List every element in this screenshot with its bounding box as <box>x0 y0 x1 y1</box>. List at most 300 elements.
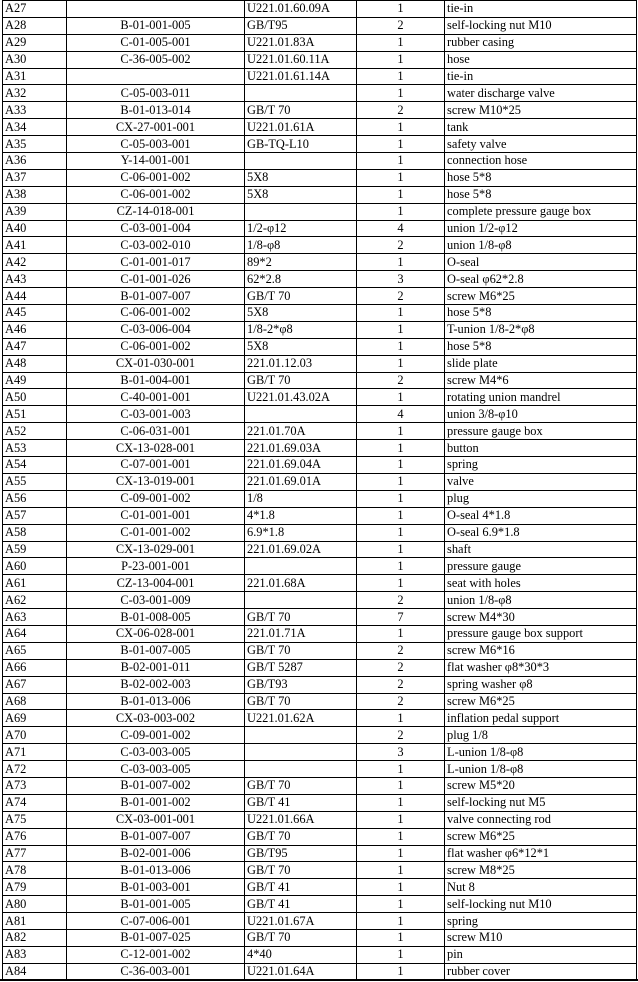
specification-cell: GB/T95 <box>245 17 357 34</box>
part-name-cell: union 1/8-φ8 <box>445 237 637 254</box>
part-number-cell: A65 <box>3 642 67 659</box>
part-code-cell: B-01-013-006 <box>67 862 245 879</box>
table-row <box>3 963 637 980</box>
specification-cell: U221.01.60.09A <box>245 1 357 18</box>
part-code-cell: C-06-001-002 <box>67 338 245 355</box>
part-name-cell: flat washer φ6*12*1 <box>445 845 637 862</box>
part-name-cell: screw M6*25 <box>445 693 637 710</box>
quantity-cell: 1 <box>357 862 445 879</box>
specification-cell: GB/T 41 <box>245 794 357 811</box>
quantity-cell: 2 <box>357 727 445 744</box>
part-name-cell: self-locking nut M10 <box>445 896 637 913</box>
table-row <box>3 896 637 913</box>
specification-cell: U221.01.62A <box>245 710 357 727</box>
quantity-cell: 1 <box>357 457 445 474</box>
part-name-cell: self-locking nut M5 <box>445 794 637 811</box>
specification-cell: GB/T 70 <box>245 288 357 305</box>
specification-cell: 5X8 <box>245 186 357 203</box>
part-name-cell: L-union 1/8-φ8 <box>445 761 637 778</box>
table-row <box>3 153 637 170</box>
part-name-cell: screw M8*25 <box>445 862 637 879</box>
quantity-cell: 1 <box>357 625 445 642</box>
table-row <box>3 440 637 457</box>
quantity-cell: 3 <box>357 744 445 761</box>
table-row <box>3 237 637 254</box>
part-number-cell: A78 <box>3 862 67 879</box>
part-number-cell: A38 <box>3 186 67 203</box>
quantity-cell: 1 <box>357 963 445 980</box>
quantity-cell: 1 <box>357 794 445 811</box>
specification-cell: GB/T 70 <box>245 929 357 946</box>
table-row <box>3 1 637 18</box>
quantity-cell: 2 <box>357 693 445 710</box>
quantity-cell: 1 <box>357 321 445 338</box>
quantity-cell: 1 <box>357 85 445 102</box>
part-name-cell: L-union 1/8-φ8 <box>445 744 637 761</box>
table-row <box>3 811 637 828</box>
part-number-cell: A61 <box>3 575 67 592</box>
quantity-cell: 1 <box>357 1 445 18</box>
quantity-cell: 2 <box>357 676 445 693</box>
specification-cell: 4*1.8 <box>245 507 357 524</box>
part-name-cell: screw M10 <box>445 929 637 946</box>
table-row <box>3 507 637 524</box>
quantity-cell: 1 <box>357 169 445 186</box>
quantity-cell: 1 <box>357 473 445 490</box>
part-name-cell: tank <box>445 119 637 136</box>
part-code-cell: C-09-001-002 <box>67 490 245 507</box>
part-number-cell: A81 <box>3 913 67 930</box>
table-row <box>3 355 637 372</box>
part-number-cell: A49 <box>3 372 67 389</box>
part-name-cell: O-seal <box>445 254 637 271</box>
table-row <box>3 946 637 963</box>
part-name-cell: hose <box>445 51 637 68</box>
part-code-cell: CX-06-028-001 <box>67 625 245 642</box>
quantity-cell: 2 <box>357 17 445 34</box>
part-name-cell: screw M4*30 <box>445 609 637 626</box>
specification-cell: 1/8 <box>245 490 357 507</box>
specification-cell: 62*2.8 <box>245 271 357 288</box>
part-number-cell: A68 <box>3 693 67 710</box>
part-name-cell: O-seal φ62*2.8 <box>445 271 637 288</box>
quantity-cell: 1 <box>357 558 445 575</box>
specification-cell: GB/T 70 <box>245 693 357 710</box>
specification-cell: 1/2-φ12 <box>245 220 357 237</box>
table-row <box>3 845 637 862</box>
part-number-cell: A63 <box>3 609 67 626</box>
part-code-cell <box>67 68 245 85</box>
table-row <box>3 186 637 203</box>
table-row <box>3 321 637 338</box>
part-code-cell: B-01-013-014 <box>67 102 245 119</box>
part-number-cell: A44 <box>3 288 67 305</box>
part-code-cell: C-03-003-005 <box>67 761 245 778</box>
specification-cell: 89*2 <box>245 254 357 271</box>
part-code-cell: CZ-14-018-001 <box>67 203 245 220</box>
specification-cell <box>245 406 357 423</box>
part-name-cell: screw M6*16 <box>445 642 637 659</box>
part-code-cell: C-05-003-001 <box>67 136 245 153</box>
part-code-cell: Y-14-001-001 <box>67 153 245 170</box>
part-code-cell: B-01-008-005 <box>67 609 245 626</box>
part-code-cell: C-09-001-002 <box>67 727 245 744</box>
quantity-cell: 4 <box>357 220 445 237</box>
part-number-cell: A28 <box>3 17 67 34</box>
quantity-cell: 1 <box>357 879 445 896</box>
part-code-cell: B-01-007-007 <box>67 828 245 845</box>
part-name-cell: pin <box>445 946 637 963</box>
part-number-cell: A55 <box>3 473 67 490</box>
table-row <box>3 51 637 68</box>
specification-cell: 221.01.71A <box>245 625 357 642</box>
specification-cell: 221.01.69.03A <box>245 440 357 457</box>
quantity-cell: 1 <box>357 355 445 372</box>
table-row <box>3 490 637 507</box>
part-name-cell: spring <box>445 913 637 930</box>
part-number-cell: A74 <box>3 794 67 811</box>
specification-cell: 221.01.69.01A <box>245 473 357 490</box>
part-number-cell: A82 <box>3 929 67 946</box>
part-code-cell: CX-13-029-001 <box>67 541 245 558</box>
part-code-cell: CX-03-001-001 <box>67 811 245 828</box>
table-row <box>3 794 637 811</box>
part-number-cell: A53 <box>3 440 67 457</box>
part-code-cell: B-01-003-001 <box>67 879 245 896</box>
table-row <box>3 254 637 271</box>
part-code-cell: CZ-13-004-001 <box>67 575 245 592</box>
quantity-cell: 1 <box>357 913 445 930</box>
part-code-cell: C-01-001-026 <box>67 271 245 288</box>
specification-cell: 221.01.68A <box>245 575 357 592</box>
quantity-cell: 1 <box>357 423 445 440</box>
specification-cell: U221.01.43.02A <box>245 389 357 406</box>
part-number-cell: A31 <box>3 68 67 85</box>
table-row <box>3 693 637 710</box>
part-name-cell: hose 5*8 <box>445 338 637 355</box>
table-row <box>3 541 637 558</box>
part-name-cell: hose 5*8 <box>445 169 637 186</box>
specification-cell: U221.01.67A <box>245 913 357 930</box>
quantity-cell: 2 <box>357 642 445 659</box>
part-name-cell: complete pressure gauge box <box>445 203 637 220</box>
part-name-cell: screw M4*6 <box>445 372 637 389</box>
part-code-cell: B-01-001-002 <box>67 794 245 811</box>
part-name-cell: tie-in <box>445 68 637 85</box>
part-number-cell: A69 <box>3 710 67 727</box>
part-name-cell: valve <box>445 473 637 490</box>
quantity-cell: 1 <box>357 34 445 51</box>
table-row <box>3 34 637 51</box>
table-row <box>3 625 637 642</box>
part-number-cell: A39 <box>3 203 67 220</box>
specification-cell: GB/T93 <box>245 676 357 693</box>
specification-cell: GB/T 70 <box>245 862 357 879</box>
part-number-cell: A52 <box>3 423 67 440</box>
quantity-cell: 1 <box>357 946 445 963</box>
part-number-cell: A70 <box>3 727 67 744</box>
part-name-cell: shaft <box>445 541 637 558</box>
table-row <box>3 727 637 744</box>
part-name-cell: inflation pedal support <box>445 710 637 727</box>
part-number-cell: A72 <box>3 761 67 778</box>
part-code-cell: C-03-001-003 <box>67 406 245 423</box>
table-row <box>3 524 637 541</box>
specification-cell: U221.01.60.11A <box>245 51 357 68</box>
part-code-cell: B-02-002-003 <box>67 676 245 693</box>
quantity-cell: 1 <box>357 305 445 322</box>
specification-cell <box>245 153 357 170</box>
table-row <box>3 288 637 305</box>
specification-cell: GB/T 5287 <box>245 659 357 676</box>
quantity-cell: 1 <box>357 51 445 68</box>
specification-cell <box>245 744 357 761</box>
table-row <box>3 406 637 423</box>
specification-cell <box>245 592 357 609</box>
part-code-cell: B-02-001-011 <box>67 659 245 676</box>
part-number-cell: A60 <box>3 558 67 575</box>
table-row <box>3 592 637 609</box>
part-code-cell: C-06-031-001 <box>67 423 245 440</box>
table-row <box>3 744 637 761</box>
table-row <box>3 17 637 34</box>
specification-cell: 221.01.12.03 <box>245 355 357 372</box>
table-row <box>3 457 637 474</box>
part-name-cell: pressure gauge <box>445 558 637 575</box>
quantity-cell: 1 <box>357 153 445 170</box>
quantity-cell: 1 <box>357 68 445 85</box>
specification-cell: 5X8 <box>245 169 357 186</box>
part-code-cell: CX-27-001-001 <box>67 119 245 136</box>
part-number-cell: A62 <box>3 592 67 609</box>
specification-cell: 5X8 <box>245 338 357 355</box>
specification-cell: GB/T 70 <box>245 609 357 626</box>
specification-cell: U221.01.61A <box>245 119 357 136</box>
specification-cell: GB/T 70 <box>245 102 357 119</box>
quantity-cell: 1 <box>357 777 445 794</box>
specification-cell: 1/8-2*φ8 <box>245 321 357 338</box>
specification-cell: U221.01.64A <box>245 963 357 980</box>
part-number-cell: A46 <box>3 321 67 338</box>
part-name-cell: screw M6*25 <box>445 828 637 845</box>
quantity-cell: 1 <box>357 761 445 778</box>
part-code-cell: C-01-001-002 <box>67 524 245 541</box>
part-name-cell: rubber casing <box>445 34 637 51</box>
part-code-cell: B-01-001-005 <box>67 896 245 913</box>
part-code-cell: C-03-003-005 <box>67 744 245 761</box>
table-row <box>3 305 637 322</box>
bottom-rule <box>0 979 638 981</box>
part-name-cell: valve connecting rod <box>445 811 637 828</box>
table-row <box>3 473 637 490</box>
specification-cell: U221.01.66A <box>245 811 357 828</box>
part-code-cell: C-06-001-002 <box>67 305 245 322</box>
table-row <box>3 575 637 592</box>
quantity-cell: 1 <box>357 119 445 136</box>
quantity-cell: 3 <box>357 271 445 288</box>
quantity-cell: 1 <box>357 389 445 406</box>
part-name-cell: spring <box>445 457 637 474</box>
quantity-cell: 1 <box>357 440 445 457</box>
part-code-cell: P-23-001-001 <box>67 558 245 575</box>
specification-cell <box>245 558 357 575</box>
quantity-cell: 1 <box>357 254 445 271</box>
part-name-cell: rotating union mandrel <box>445 389 637 406</box>
part-code-cell: B-02-001-006 <box>67 845 245 862</box>
part-code-cell: B-01-007-005 <box>67 642 245 659</box>
table-row <box>3 68 637 85</box>
part-name-cell: connection hose <box>445 153 637 170</box>
part-code-cell: B-01-007-002 <box>67 777 245 794</box>
part-number-cell: A48 <box>3 355 67 372</box>
part-number-cell: A66 <box>3 659 67 676</box>
table-row <box>3 119 637 136</box>
part-name-cell: slide plate <box>445 355 637 372</box>
part-code-cell: C-01-005-001 <box>67 34 245 51</box>
part-number-cell: A56 <box>3 490 67 507</box>
part-number-cell: A75 <box>3 811 67 828</box>
quantity-cell: 1 <box>357 136 445 153</box>
part-code-cell: B-01-001-005 <box>67 17 245 34</box>
table-row <box>3 558 637 575</box>
part-number-cell: A77 <box>3 845 67 862</box>
part-name-cell: pressure gauge box <box>445 423 637 440</box>
specification-cell: GB/T 70 <box>245 828 357 845</box>
table-row <box>3 338 637 355</box>
quantity-cell: 1 <box>357 811 445 828</box>
table-row <box>3 203 637 220</box>
part-code-cell: B-01-007-007 <box>67 288 245 305</box>
part-code-cell: C-05-003-011 <box>67 85 245 102</box>
part-code-cell: C-03-002-010 <box>67 237 245 254</box>
part-number-cell: A80 <box>3 896 67 913</box>
part-code-cell: C-07-001-001 <box>67 457 245 474</box>
part-code-cell: B-01-013-006 <box>67 693 245 710</box>
quantity-cell: 1 <box>357 828 445 845</box>
part-number-cell: A83 <box>3 946 67 963</box>
specification-cell: U221.01.61.14A <box>245 68 357 85</box>
table-row <box>3 169 637 186</box>
part-number-cell: A42 <box>3 254 67 271</box>
quantity-cell: 1 <box>357 490 445 507</box>
quantity-cell: 1 <box>357 845 445 862</box>
specification-cell: 221.01.70A <box>245 423 357 440</box>
specification-cell: 221.01.69.04A <box>245 457 357 474</box>
part-name-cell: plug <box>445 490 637 507</box>
part-name-cell: hose 5*8 <box>445 305 637 322</box>
parts-list-body <box>3 1 637 981</box>
table-row <box>3 676 637 693</box>
table-row <box>3 862 637 879</box>
part-code-cell: C-03-001-004 <box>67 220 245 237</box>
quantity-cell: 2 <box>357 237 445 254</box>
part-number-cell: A35 <box>3 136 67 153</box>
part-number-cell: A64 <box>3 625 67 642</box>
quantity-cell: 1 <box>357 203 445 220</box>
quantity-cell: 1 <box>357 186 445 203</box>
quantity-cell: 2 <box>357 102 445 119</box>
part-code-cell: CX-13-028-001 <box>67 440 245 457</box>
part-code-cell: CX-13-019-001 <box>67 473 245 490</box>
part-code-cell: C-06-001-002 <box>67 169 245 186</box>
part-name-cell: screw M6*25 <box>445 288 637 305</box>
table-row <box>3 423 637 440</box>
part-name-cell: water discharge valve <box>445 85 637 102</box>
part-name-cell: screw M10*25 <box>445 102 637 119</box>
table-row <box>3 372 637 389</box>
part-number-cell: A58 <box>3 524 67 541</box>
table-row <box>3 879 637 896</box>
part-code-cell: C-40-001-001 <box>67 389 245 406</box>
specification-cell: 4*40 <box>245 946 357 963</box>
specification-cell: GB-TQ-L10 <box>245 136 357 153</box>
part-number-cell: A30 <box>3 51 67 68</box>
part-number-cell: A47 <box>3 338 67 355</box>
part-code-cell: C-06-001-002 <box>67 186 245 203</box>
part-name-cell: screw M5*20 <box>445 777 637 794</box>
part-name-cell: T-union 1/8-2*φ8 <box>445 321 637 338</box>
table-row <box>3 642 637 659</box>
quantity-cell: 1 <box>357 541 445 558</box>
part-name-cell: safety valve <box>445 136 637 153</box>
quantity-cell: 1 <box>357 929 445 946</box>
table-row <box>3 136 637 153</box>
part-number-cell: A33 <box>3 102 67 119</box>
part-number-cell: A27 <box>3 1 67 18</box>
quantity-cell: 2 <box>357 592 445 609</box>
part-name-cell: union 1/2-φ12 <box>445 220 637 237</box>
part-name-cell: hose 5*8 <box>445 186 637 203</box>
specification-cell <box>245 761 357 778</box>
part-number-cell: A37 <box>3 169 67 186</box>
quantity-cell: 4 <box>357 406 445 423</box>
specification-cell: 221.01.69.02A <box>245 541 357 558</box>
part-code-cell <box>67 1 245 18</box>
part-number-cell: A76 <box>3 828 67 845</box>
quantity-cell: 2 <box>357 372 445 389</box>
part-number-cell: A71 <box>3 744 67 761</box>
specification-cell <box>245 727 357 744</box>
specification-cell: 6.9*1.8 <box>245 524 357 541</box>
part-number-cell: A29 <box>3 34 67 51</box>
table-row <box>3 85 637 102</box>
part-name-cell: Nut 8 <box>445 879 637 896</box>
quantity-cell: 1 <box>357 524 445 541</box>
parts-list-table <box>2 0 637 981</box>
part-name-cell: pressure gauge box support <box>445 625 637 642</box>
part-code-cell: C-36-003-001 <box>67 963 245 980</box>
table-row <box>3 220 637 237</box>
quantity-cell: 2 <box>357 659 445 676</box>
table-row <box>3 271 637 288</box>
part-code-cell: B-01-004-001 <box>67 372 245 389</box>
part-number-cell: A50 <box>3 389 67 406</box>
part-number-cell: A43 <box>3 271 67 288</box>
part-name-cell: plug 1/8 <box>445 727 637 744</box>
table-row <box>3 929 637 946</box>
table-row <box>3 777 637 794</box>
specification-cell: GB/T 41 <box>245 896 357 913</box>
specification-cell <box>245 85 357 102</box>
part-name-cell: O-seal 4*1.8 <box>445 507 637 524</box>
part-name-cell: spring washer φ8 <box>445 676 637 693</box>
specification-cell: 1/8-φ8 <box>245 237 357 254</box>
specification-cell: GB/T 70 <box>245 777 357 794</box>
part-number-cell: A40 <box>3 220 67 237</box>
part-number-cell: A73 <box>3 777 67 794</box>
part-code-cell: C-03-006-004 <box>67 321 245 338</box>
part-code-cell: CX-01-030-001 <box>67 355 245 372</box>
